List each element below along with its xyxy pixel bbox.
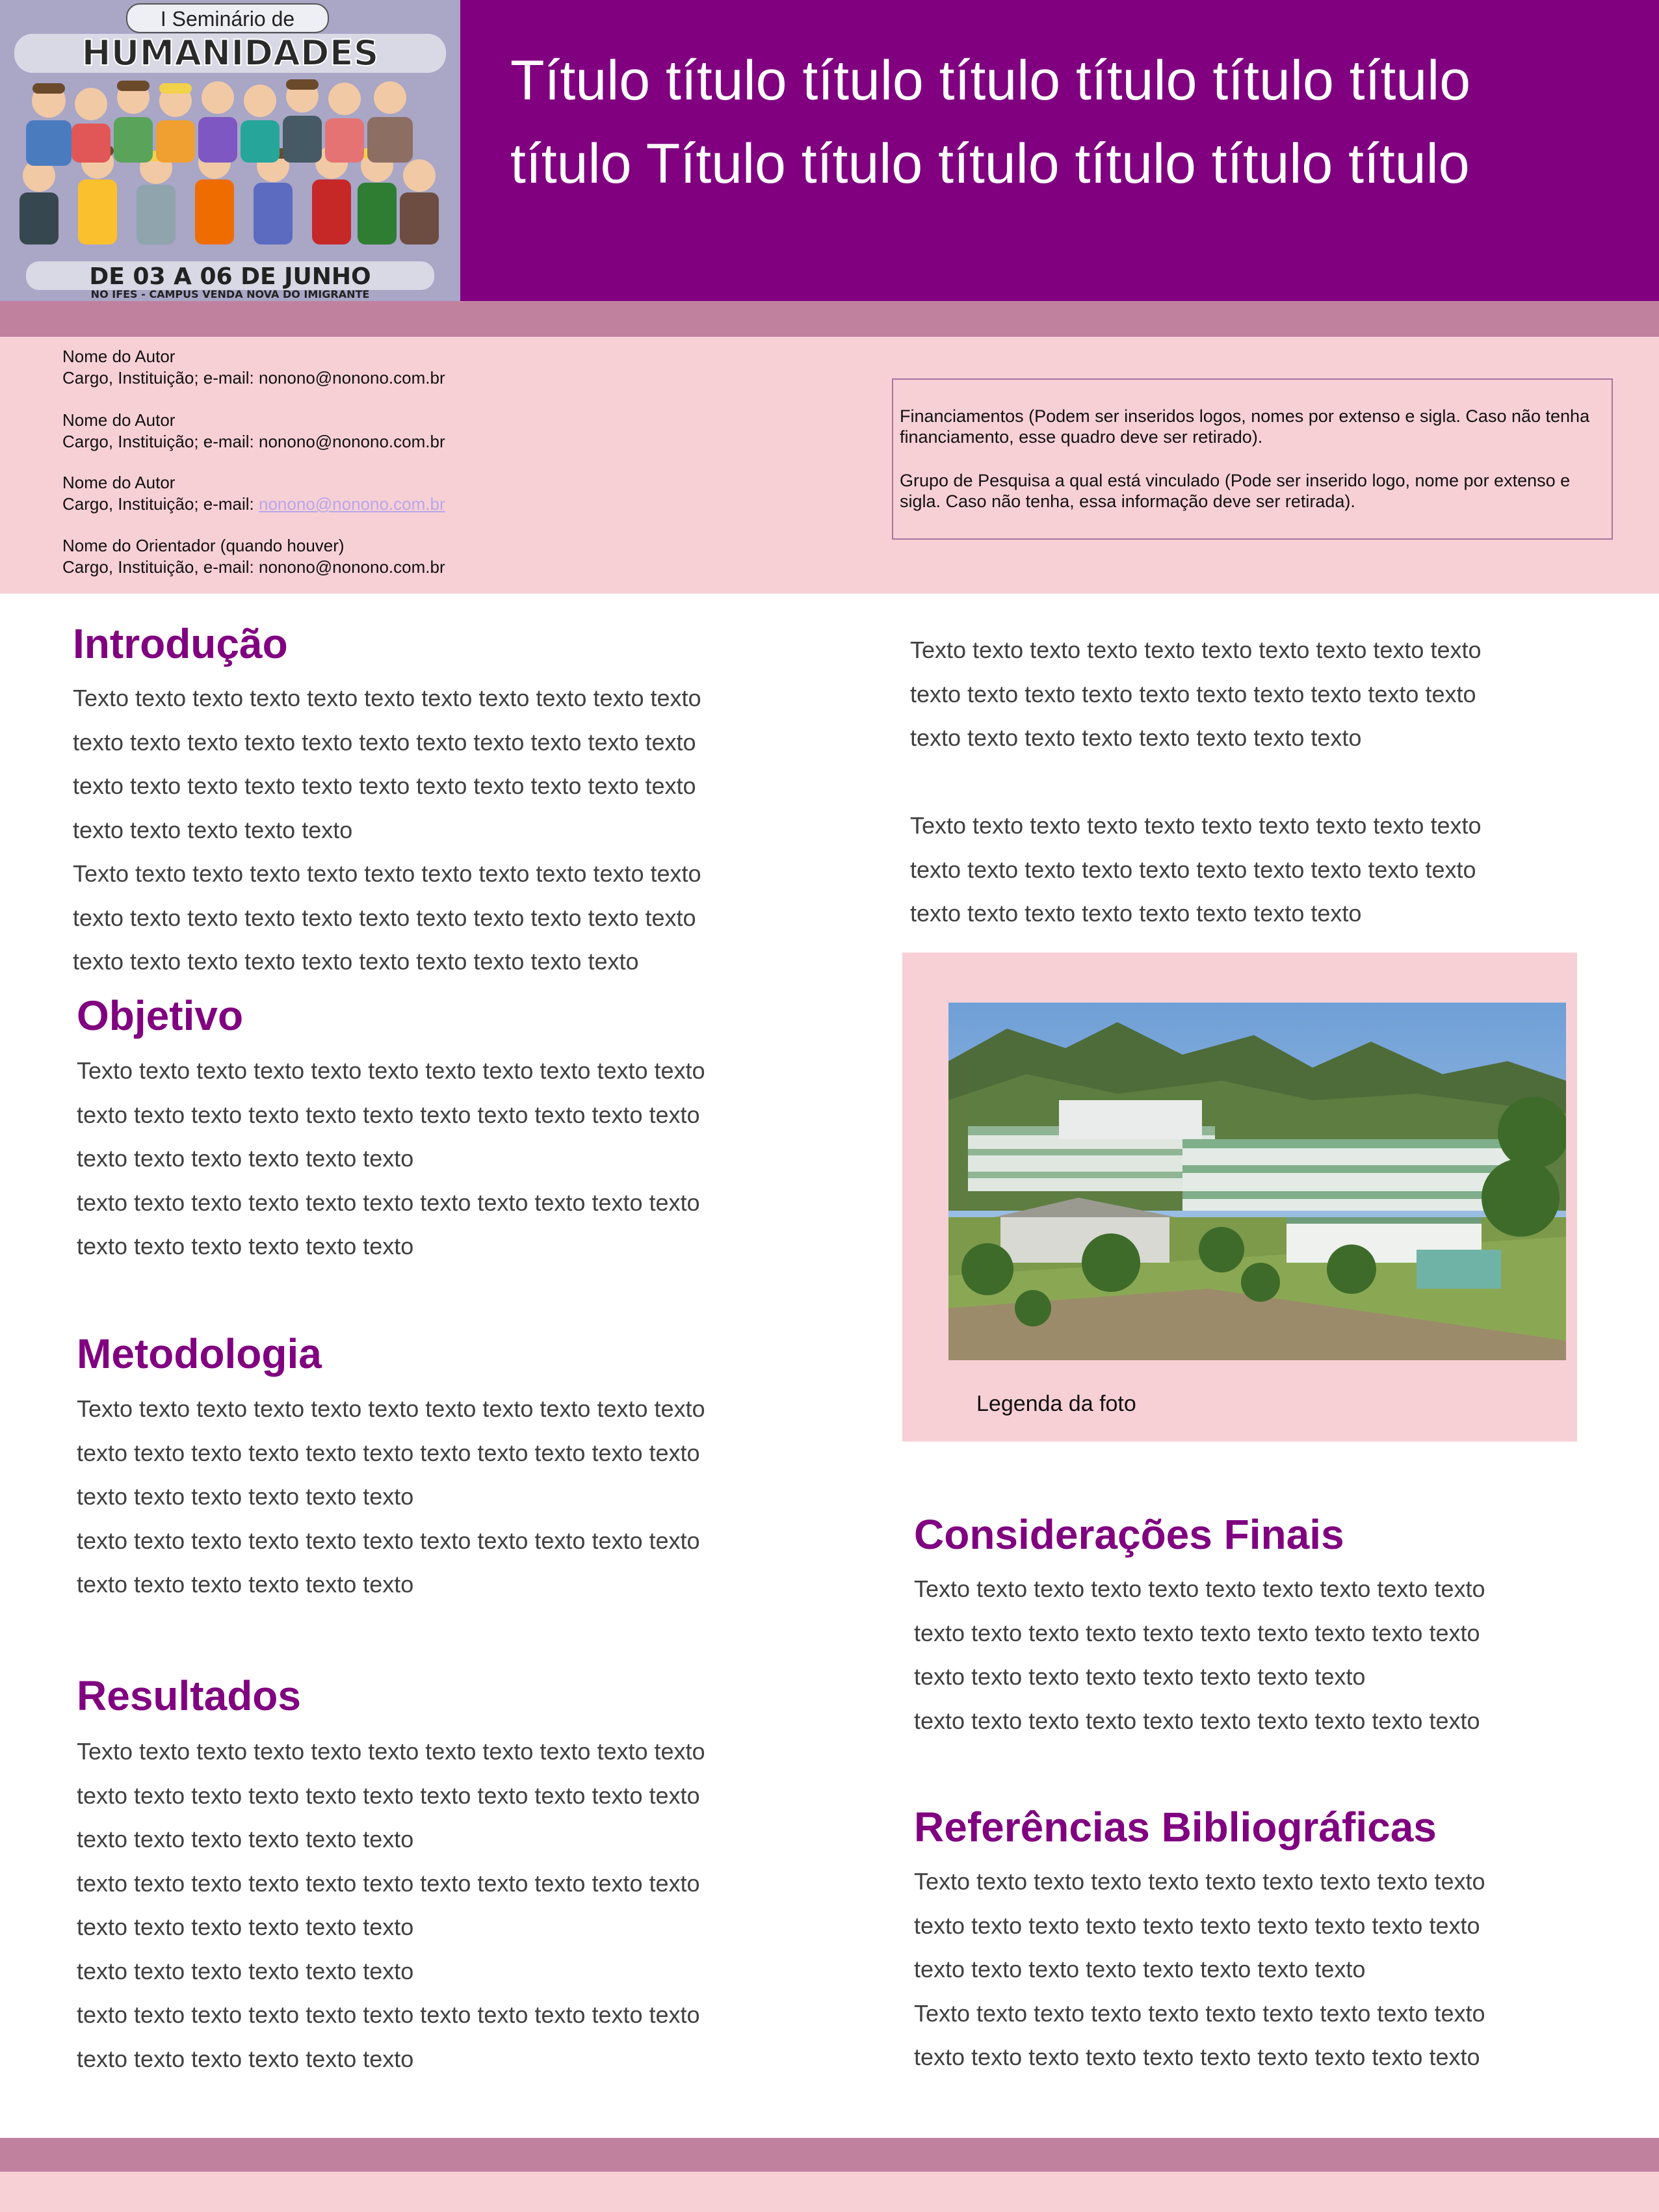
right-intro-text [910, 628, 1573, 936]
text-line: texto texto texto texto texto texto texto texto [914, 1663, 1366, 1690]
text-line: texto texto texto texto texto texto texto texto texto texto [910, 856, 1476, 883]
text-line: Texto texto texto texto texto texto texto texto texto texto texto [73, 860, 701, 887]
author-email-link[interactable]: nonono@nonono.com.br [259, 494, 445, 514]
campus-photo [948, 1003, 1566, 1360]
text-line: Texto texto texto texto texto texto texto texto texto texto texto [77, 1738, 705, 1765]
advisor-email: nonono@nonono.com.br [259, 557, 445, 577]
section-body-referencias [914, 1860, 1584, 2079]
text-line: texto texto texto texto texto texto texto texto texto texto [914, 2044, 1480, 2070]
text-line: Texto texto texto texto texto texto texto texto texto texto [914, 1575, 1485, 1602]
author-email: nonono@nonono.com.br [259, 368, 445, 388]
text-line: texto texto texto texto texto texto texto texto [910, 900, 1362, 927]
section-title-objetivo: Objetivo [77, 992, 244, 1039]
text-line: Texto texto texto texto texto texto texto texto texto texto texto [73, 685, 701, 711]
text-line: texto texto texto texto texto texto [77, 1914, 414, 1940]
logo-top-text: I Seminário de [160, 7, 295, 31]
poster-title-line-2: título Título título título título título título [510, 133, 1470, 195]
section-title-referencias: Referências Bibliográficas [914, 1804, 1437, 1850]
text-line [910, 760, 1573, 804]
author-block-1 [62, 346, 445, 389]
text-line: texto texto texto texto texto texto texto texto [910, 724, 1362, 751]
logo-main-text: HUMANIDADES [81, 33, 379, 73]
author-role: Cargo, Instituição; e-mail: [62, 432, 259, 451]
advisor-role: Cargo, Instituição, e-mail: [62, 557, 259, 577]
top-divider-band [0, 301, 1659, 337]
advisor-block [62, 535, 445, 578]
section-body-introducao [73, 676, 785, 984]
event-logo [0, 0, 460, 301]
text-line: texto texto texto texto texto texto [77, 1145, 414, 1172]
section-body-metodologia [77, 1387, 818, 1607]
campus-photo-image-icon [948, 1003, 1566, 1360]
poster-title-line-1: Título título título título título título título [510, 49, 1471, 112]
text-line: texto texto texto texto texto texto texto texto texto texto [914, 1912, 1480, 1939]
text-line: Texto texto texto texto texto texto texto texto texto texto texto [77, 1395, 705, 1422]
text-line: texto texto texto texto texto texto texto texto texto texto texto [77, 1782, 700, 1809]
text-line: texto texto texto texto texto texto texto texto texto texto texto [77, 1189, 700, 1216]
text-line: Texto texto texto texto texto texto texto texto texto texto [910, 637, 1482, 663]
text-line: texto texto texto texto texto texto texto texto texto texto texto [73, 904, 696, 931]
text-line: texto texto texto texto texto texto texto texto texto texto [910, 680, 1476, 707]
text-line: texto texto texto texto texto texto texto texto texto texto texto [77, 2001, 700, 2028]
text-line: texto texto texto texto texto texto texto texto texto texto texto [77, 1869, 700, 1897]
text-line: texto texto texto texto texto texto texto texto texto texto texto [77, 1527, 700, 1554]
logo-place-text: NO IFES - CAMPUS VENDA NOVA DO IMIGRANTE [90, 288, 370, 300]
author-email: nonono@nonono.com.br [259, 432, 445, 451]
text-line: texto texto texto texto texto texto [77, 1483, 414, 1510]
author-name: Nome do Autor [62, 410, 176, 430]
text-line: texto texto texto texto texto texto texto texto texto texto [914, 1619, 1480, 1646]
section-title-resultados: Resultados [77, 1672, 301, 1719]
advisor-name: Nome do Orientador (quando houver) [62, 536, 345, 555]
section-title-introducao: Introdução [73, 620, 288, 667]
author-role: Cargo, Instituição; e-mail: [62, 494, 259, 514]
text-line: Texto texto texto texto texto texto texto texto texto texto [914, 1999, 1485, 2027]
author-block-3 [62, 472, 445, 515]
section-body-consideracoes [914, 1567, 1584, 1743]
poster-title [510, 39, 1615, 205]
event-logo-graphic [0, 0, 460, 301]
author-block-2 [62, 410, 445, 453]
author-name: Nome do Autor [62, 473, 176, 492]
research-group-text: Grupo de Pesquisa a qual está vinculado (Pode ser inserido logo, nome por extenso e sigla. Caso não tenha, essa informação deve ser retirada). [900, 471, 1571, 511]
section-title-metodologia: Metodologia [77, 1330, 322, 1377]
crowd-illustration-icon [20, 79, 439, 244]
text-line: texto texto texto texto texto texto texto texto texto texto [914, 1707, 1480, 1734]
text-line: Texto texto texto texto texto texto texto texto texto texto texto [77, 1057, 705, 1084]
section-body-resultados [77, 1730, 818, 2081]
author-name: Nome do Autor [62, 347, 176, 366]
text-line: texto texto texto texto texto texto texto texto texto texto texto [77, 1439, 700, 1466]
text-line: texto texto texto texto texto texto texto texto texto texto texto [73, 728, 696, 756]
photo-caption: Legenda da foto [976, 1391, 1136, 1416]
footer-strip [0, 2172, 1659, 2212]
text-line: texto texto texto texto texto texto [77, 1826, 414, 1852]
text-line: texto texto texto texto texto texto [77, 1957, 414, 1984]
section-title-consideracoes: Considerações Finais [914, 1511, 1344, 1558]
text-line: Texto texto texto texto texto texto texto texto texto texto [914, 1868, 1485, 1895]
text-line: Texto texto texto texto texto texto texto texto texto texto [910, 812, 1482, 839]
author-role: Cargo, Instituição; e-mail: [62, 368, 259, 388]
logo-date-text: DE 03 A 06 DE JUNHO [89, 263, 371, 290]
text-line: texto texto texto texto texto texto texto texto texto texto texto [73, 772, 696, 799]
text-line: texto texto texto texto texto texto [77, 1233, 414, 1259]
text-line: texto texto texto texto texto texto texto texto texto texto [73, 948, 639, 975]
text-line: texto texto texto texto texto texto texto texto [914, 1956, 1366, 1982]
section-body-objetivo [77, 1049, 818, 1269]
funding-text: Financiamentos (Podem ser inseridos logos, nomes por extenso e sigla. Caso não tenha financiamento, esse quadro deve ser retirado). [900, 406, 1590, 447]
bottom-divider-band [0, 2138, 1659, 2172]
text-line: texto texto texto texto texto texto [77, 2045, 414, 2072]
text-line: texto texto texto texto texto [73, 816, 353, 843]
text-line: texto texto texto texto texto texto texto texto texto texto texto [77, 1101, 700, 1128]
funding-box [892, 378, 1613, 540]
text-line: texto texto texto texto texto texto [77, 1571, 414, 1598]
